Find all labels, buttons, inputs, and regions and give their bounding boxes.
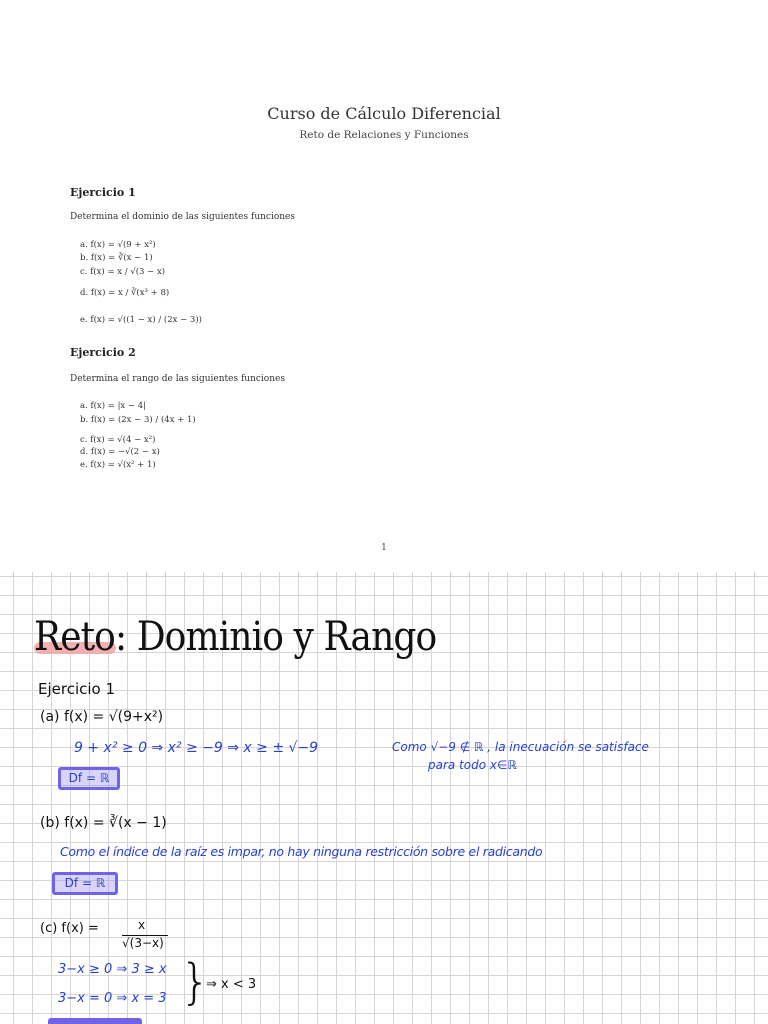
exercise-instruction: Determina el dominio de las siguientes funciones xyxy=(70,212,295,222)
list-item: b. f(x) = (2x − 3) / (4x + 1) xyxy=(80,415,196,425)
part-a-work: 9 + x² ≥ 0 ⇒ x² ≥ −9 ⇒ x ≥ ± √−9 xyxy=(74,740,319,756)
list-item: b. f(x) = ∛(x − 1) xyxy=(80,253,153,263)
part-c-label: (c) f(x) = xyxy=(40,921,99,936)
part-a-comment: Como √−9 ∉ ℝ , la inecuación se satisface xyxy=(392,740,649,754)
handwritten-notes xyxy=(0,572,768,1024)
part-a-comment: para todo x∈ℝ xyxy=(428,758,517,772)
part-c-result-box-partial xyxy=(48,1018,142,1024)
part-a-result: Df = ℝ xyxy=(58,767,120,790)
list-item: d. f(x) = −√(2 − x) xyxy=(80,447,160,457)
page-number: 1 xyxy=(381,543,387,553)
part-c-denominator: √(3−x) xyxy=(122,936,164,950)
list-item: a. f(x) = √(9 + x²) xyxy=(80,240,156,250)
notes-title: Reto: Dominio y Rango xyxy=(34,614,437,660)
part-a-label: (a) f(x) = √(9+x²) xyxy=(40,709,164,725)
exercise-instruction: Determina el rango de las siguientes funciones xyxy=(70,374,285,384)
curly-brace-icon: } xyxy=(180,954,211,1010)
list-item: a. f(x) = |x − 4| xyxy=(80,401,147,411)
page-subtitle: Reto de Relaciones y Funciones xyxy=(299,129,469,141)
exercise-heading: Ejercicio 2 xyxy=(70,346,136,359)
part-c-result: ⇒ x < 3 xyxy=(206,977,257,992)
list-item: e. f(x) = √((1 − x) / (2x − 3)) xyxy=(80,315,202,325)
list-item: c. f(x) = x / √(3 − x) xyxy=(80,267,166,277)
part-c-line: 3−x ≥ 0 ⇒ 3 ≥ x xyxy=(58,962,167,977)
list-item: c. f(x) = √(4 − x²) xyxy=(80,435,156,445)
part-c-numerator: x xyxy=(138,918,146,932)
part-b-label: (b) f(x) = ∛(x − 1) xyxy=(40,815,167,831)
page-title: Curso de Cálculo Diferencial xyxy=(267,104,501,123)
exercise-heading: Ejercicio 1 xyxy=(70,186,136,199)
part-c-line: 3−x = 0 ⇒ x = 3 xyxy=(58,991,167,1006)
part-b-result: Df = ℝ xyxy=(52,872,118,895)
list-item: e. f(x) = √(x² + 1) xyxy=(80,460,156,470)
list-item: d. f(x) = x / ∛(x³ + 8) xyxy=(80,288,170,298)
part-b-comment: Como el índice de la raíz es impar, no hay ninguna restricción sobre el radicando xyxy=(60,844,543,859)
exercise-label: Ejercicio 1 xyxy=(38,680,116,698)
